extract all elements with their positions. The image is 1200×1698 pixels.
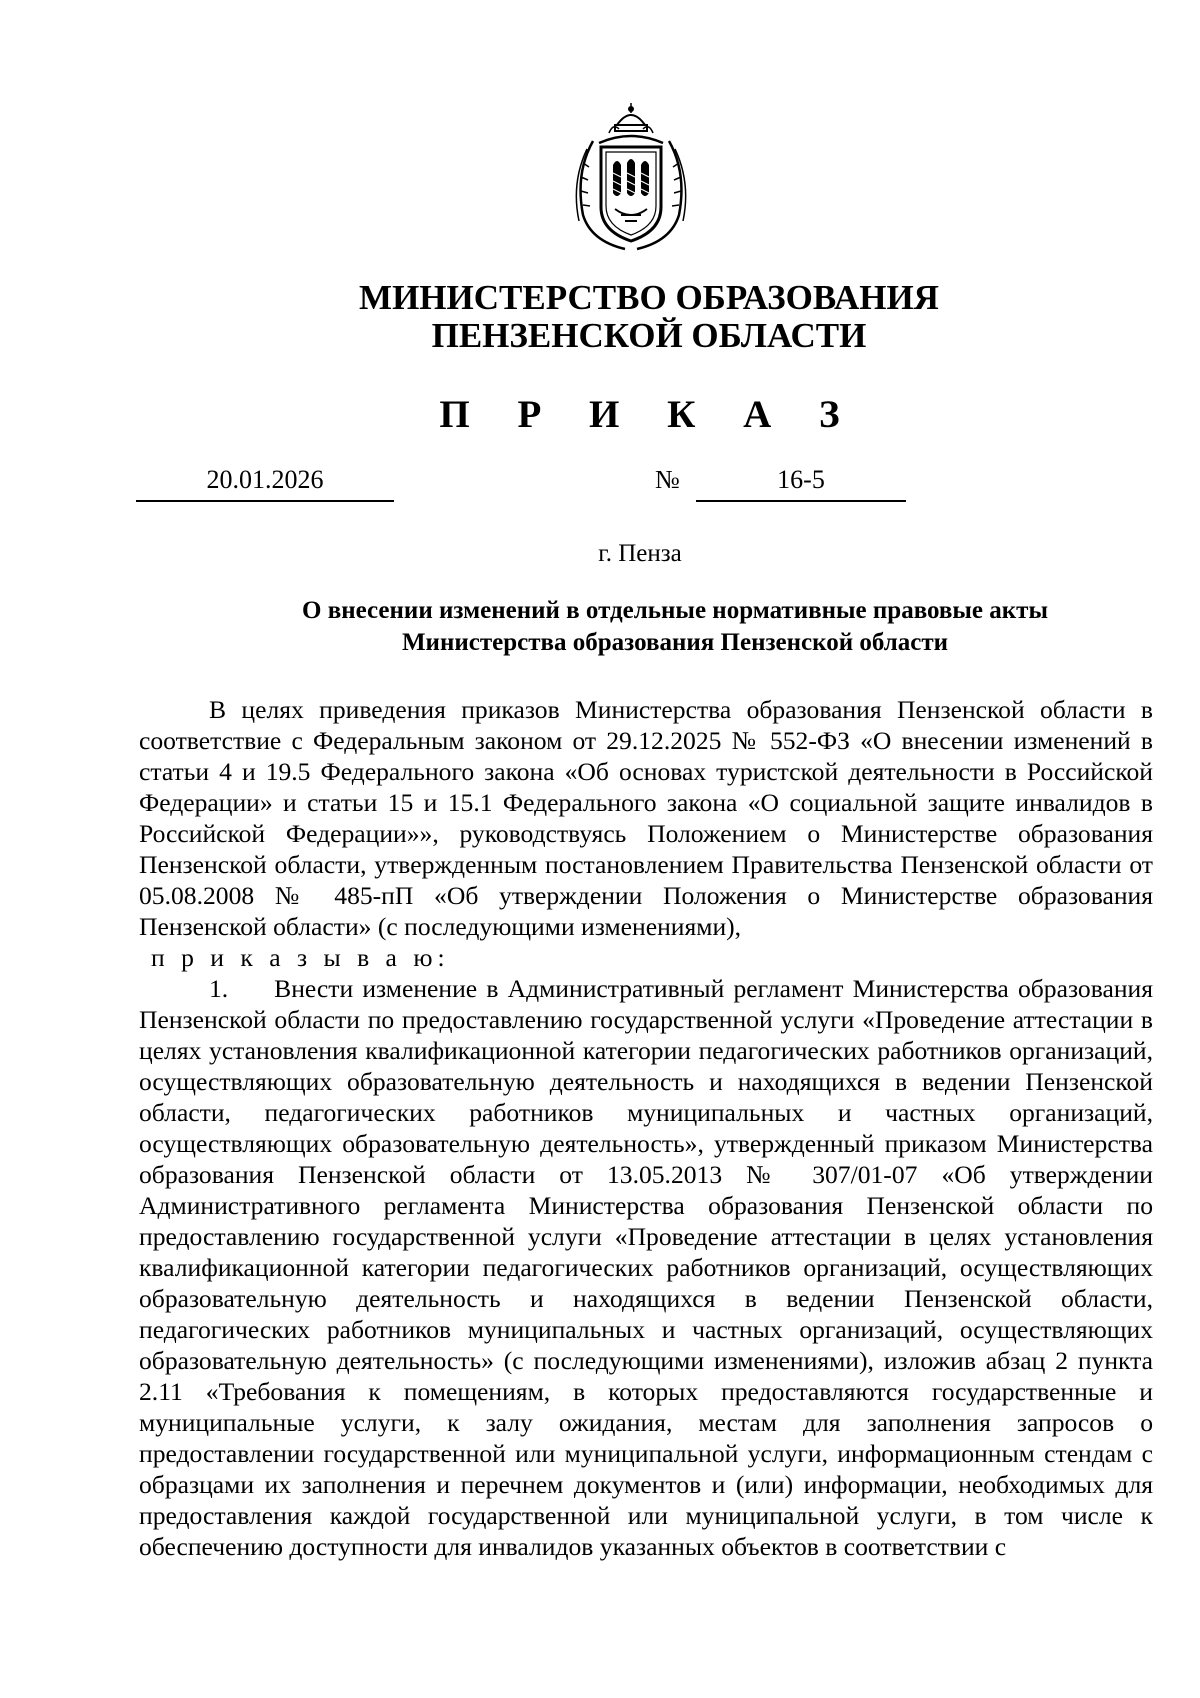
subject-line1: О внесении изменений в отдельные нормативные правовые акты (302, 597, 1048, 624)
order-word: п р и к а з ы в а ю: (151, 943, 450, 972)
ministry-title-line2: ПЕНЗЕНСКОЙ ОБЛАСТИ (431, 316, 867, 355)
coat-of-arms-emblem (569, 103, 693, 251)
item-1-paragraph: 1. Внести изменение в Административный регламент Министерства образования Пензенской области по предоставлению государственной услуги «Проведение аттестации в целях установления квалификационной категории педагогических работников организаций, осуществляющих образовательную деятельность и находящихся в ведении Пензенской области, педагогических работников муниципальных и частных организаций, осуществляющих образовательную деятельность», утвержденный приказом Министерства образования Пензенской области от 13.05.2013 № 307/01-07 «Об утверждении Административного регламента Министерства образования Пензенской области по предоставлению государственной услуги «Проведение аттестации в целях установления квалификационной категории педагогических работников организаций, осуществляющих образовательную деятельность и находящихся в ведении Пензенской области, педагогических работников муниципальных и частных организаций, осуществляющих образовательную деятельность» (с последующими изменениями), изложив абзац 2 пункта 2.11 «Требования к помещениям, в которых предоставляются государственные и муниципальные услуги, к залу ожидания, местам для заполнения запросов о предоставлении государственной или муниципальной услуги, информационным стендам с образцами их заполнения и перечнем документов и (или) информации, необходимых для предоставления каждой государственной или муниципальной услуги, в том числе к обеспечению доступности для инвалидов указанных объектов в соответствии с (139, 974, 1153, 1561)
preamble-paragraph: В целях приведения приказов Министерства образования Пензенской области в соответствие с Федеральным законом от 29.12.2025 № 552-ФЗ «О внесении изменений в статьи 4 и 19.5 Федерального закона «Об основах туристской деятельности в Российской Федерации» и статьи 15 и 15.1 Федерального закона «О социальной защите инвалидов в Российской Федерации»», руководствуясь Положением о Министерстве образования Пензенской области, утвержденным постановлением Правительства Пензенской области от 05.08.2008 № 485-пП «Об утверждении Положения о Министерстве образования Пензенской области» (с последующими изменениями), (139, 695, 1153, 941)
document-type-title: П Р И К А З (439, 393, 859, 436)
number-sign: № (655, 465, 680, 494)
ministry-title-line1: МИНИСТЕРСТВО ОБРАЗОВАНИЯ (359, 278, 939, 317)
order-subject (250, 595, 1100, 659)
city-line: г. Пенза (598, 540, 682, 567)
order-body (139, 694, 1153, 1562)
order-date: 20.01.2026 (136, 460, 394, 502)
order-number: 16-5 (696, 460, 906, 502)
subject-line2: Министерства образования Пензенской области (401, 629, 949, 656)
